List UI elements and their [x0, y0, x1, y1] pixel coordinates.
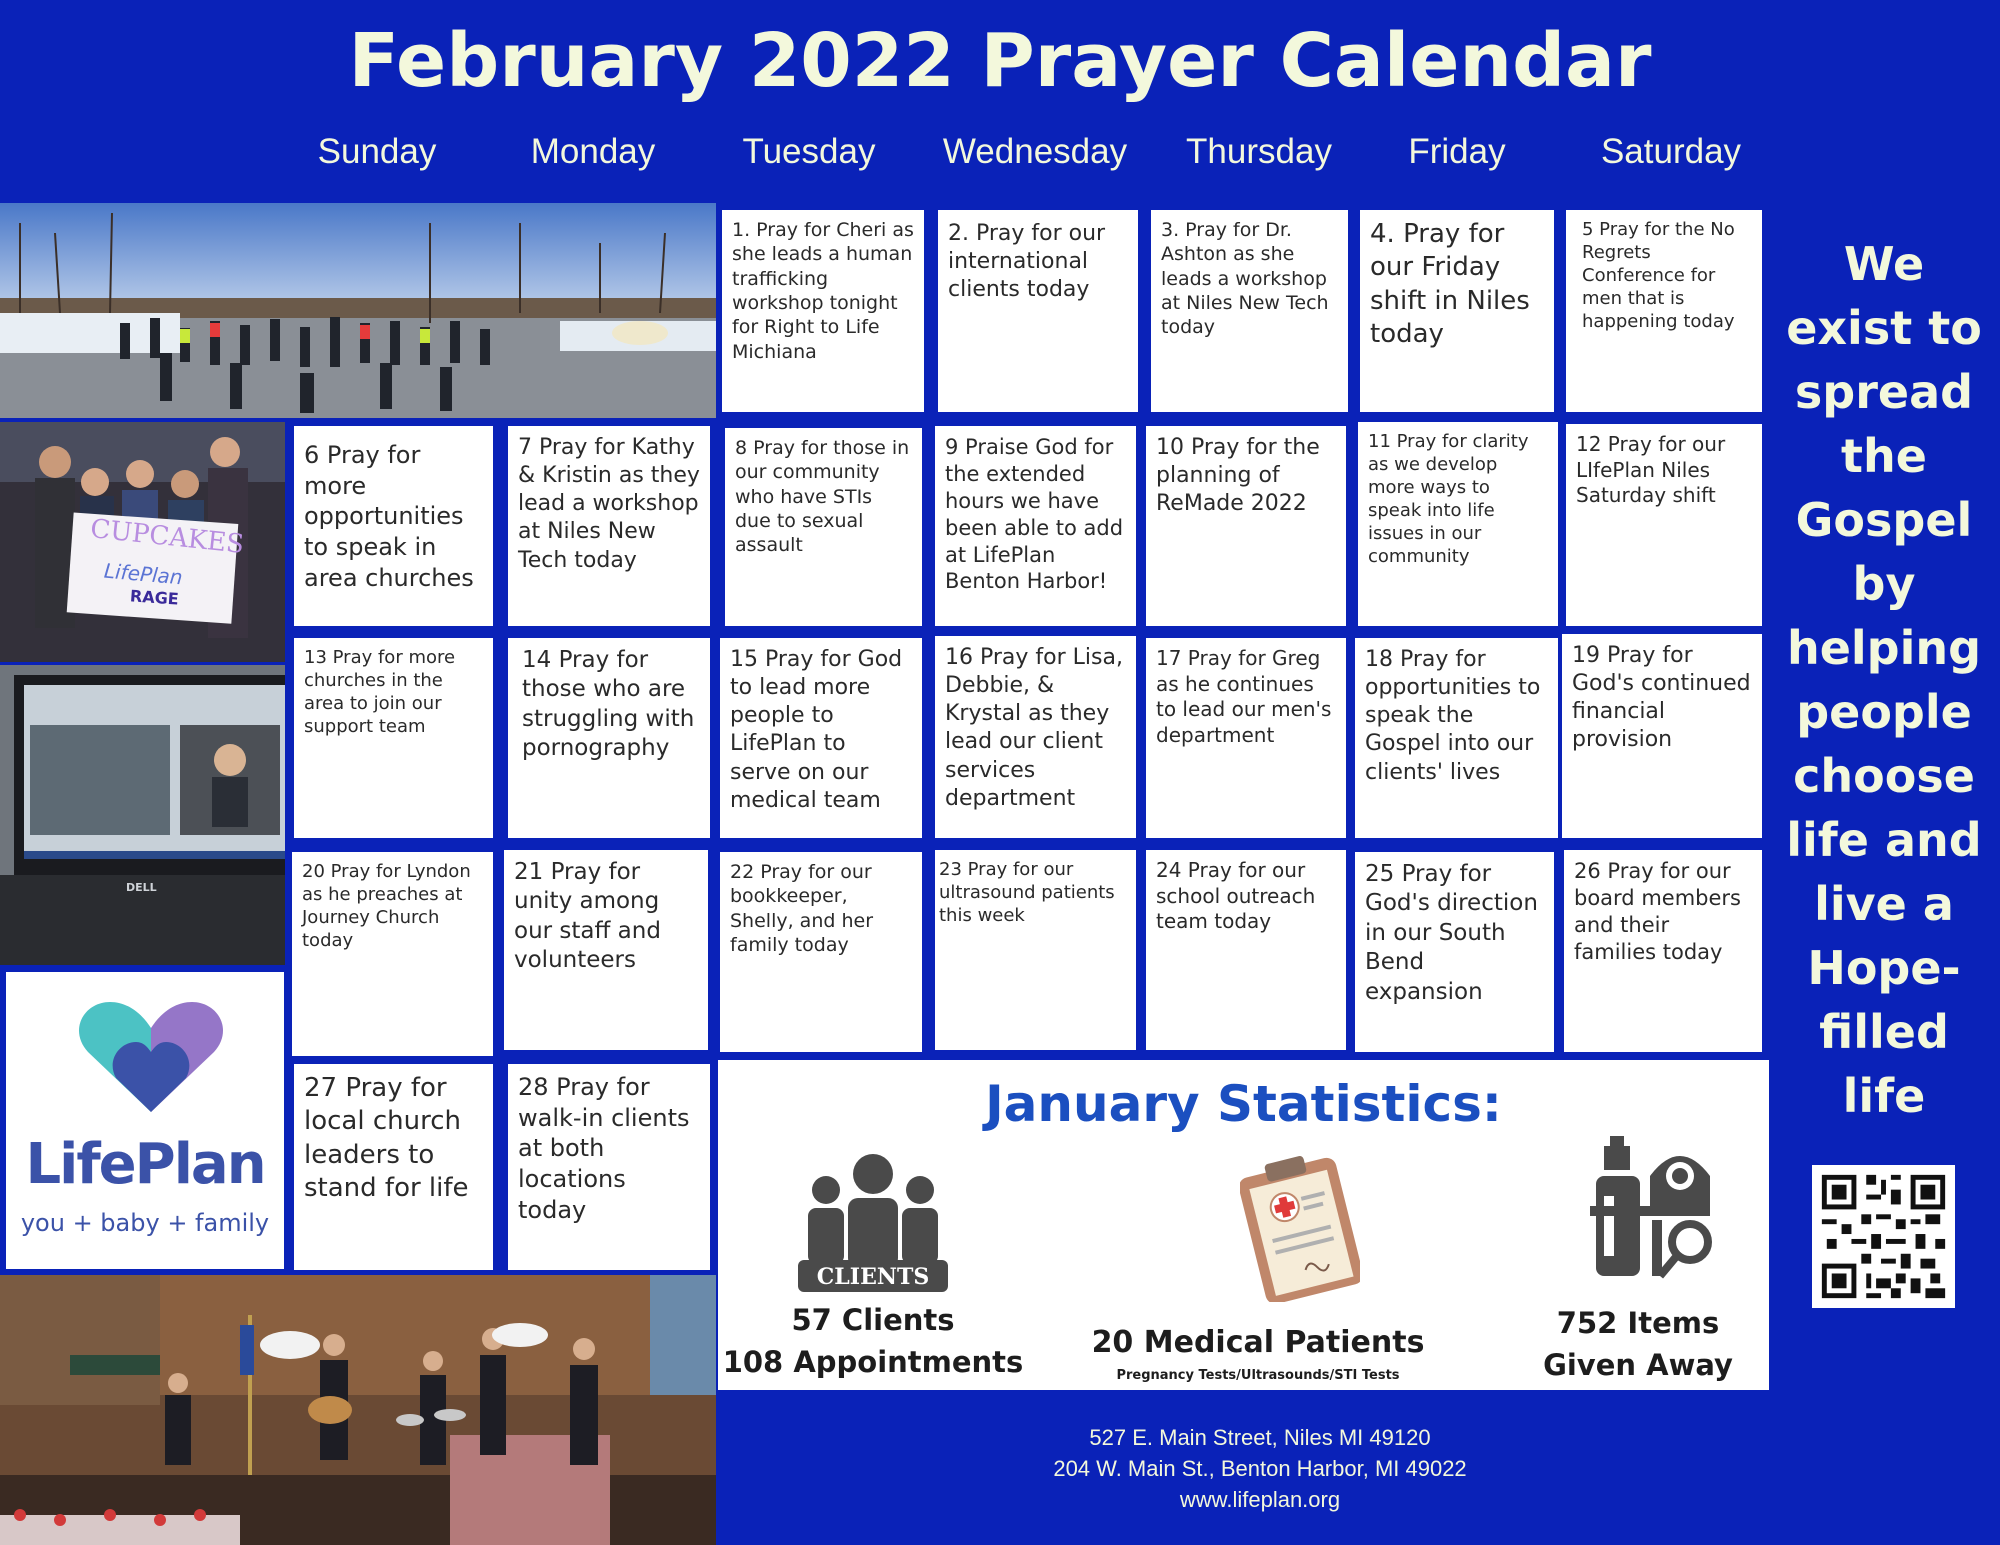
day-cell-5: 5 Pray for the No Regrets Conference for men that is happening today — [1566, 210, 1762, 412]
website-link[interactable]: www.lifeplan.org — [1179, 1487, 1341, 1512]
sign-lifeplan: LifePlan — [103, 558, 184, 590]
day-cell-23: 23 Pray for our ultrasound patients this week — [935, 850, 1136, 1050]
stat-given-away: Given Away — [1543, 1348, 1733, 1382]
sign-rage: RAGE — [129, 586, 180, 609]
mission-line: Hope- — [1807, 941, 1961, 995]
day-cell-3: 3. Pray for Dr. Ashton as she leads a workshop at Niles New Tech today — [1151, 210, 1348, 412]
day-cell-22: 22 Pray for our bookkeeper, Shelly, and her family today — [720, 852, 922, 1052]
stat-medical-patients: 20 Medical Patients — [1091, 1325, 1425, 1360]
day-header-sunday: Sunday — [317, 132, 437, 171]
day-cell-14: 14 Pray for those who are struggling with pornography — [508, 638, 710, 838]
day-cell-6: 6 Pray for more opportunities to speak in area churches — [294, 426, 493, 626]
logo-tagline: you + baby + family — [20, 1209, 270, 1237]
day-cell-18: 18 Pray for opportunities to speak the Gospel into our clients' lives — [1355, 638, 1558, 838]
day-cell-9: 9 Praise God for the extended hours we have been able to add at LifePlan Benton Harbor! — [935, 426, 1136, 626]
stat-clients: 57 Clients — [791, 1303, 955, 1337]
mission-line: life — [1842, 1069, 1926, 1123]
day-cell-17: 17 Pray for Greg as he continues to lead our men's department — [1146, 638, 1346, 838]
day-cell-4: 4. Pray for our Friday shift in Niles today — [1360, 210, 1554, 412]
mission-line: spread — [1794, 365, 1974, 419]
stats-title: January Statistics: — [985, 1075, 1502, 1133]
mission-line: by — [1852, 557, 1916, 611]
address-niles: 527 E. Main Street, Niles MI 49120 — [1089, 1425, 1431, 1450]
day-cell-20: 20 Pray for Lyndon as he preaches at Journey Church today — [292, 852, 493, 1056]
day-cell-25: 25 Pray for God's direction in our South Bend expansion — [1355, 852, 1554, 1052]
january-statistics — [718, 1060, 1769, 1390]
mission-line: choose — [1793, 749, 1975, 803]
clipboard-icon — [1240, 1152, 1360, 1302]
day-cell-28: 28 Pray for walk-in clients at both locations today — [508, 1064, 710, 1270]
clients-badge: CLIENTS — [816, 1264, 930, 1290]
photo-cupcake-family — [0, 422, 285, 662]
mission-line: exist to — [1786, 301, 1982, 355]
day-cell-24: 24 Pray for our school outreach team today — [1146, 850, 1346, 1050]
day-cell-8: 8 Pray for those in our community who have STIs due to sexual assault — [725, 428, 922, 626]
day-header-friday: Friday — [1408, 132, 1506, 171]
mission-line: people — [1796, 685, 1972, 739]
qr-code-icon[interactable] — [1812, 1165, 1955, 1308]
day-cell-27: 27 Pray for local church leaders to stand for life — [294, 1064, 493, 1270]
photo-worship-team — [0, 1275, 716, 1545]
day-cell-15: 15 Pray for God to lead more people to LifePlan to serve on our medical team — [720, 638, 922, 838]
heart-logo-icon — [76, 1000, 226, 1120]
mission-line: live a — [1814, 877, 1954, 931]
day-cell-10: 10 Pray for the planning of ReMade 2022 — [1146, 426, 1346, 626]
stat-appointments: 108 Appointments — [722, 1345, 1024, 1379]
day-header-tuesday: Tuesday — [742, 132, 876, 171]
mission-statement — [1778, 232, 1990, 1128]
day-cell-13: 13 Pray for more churches in the area to join our support team — [294, 638, 493, 838]
address-block — [700, 1422, 1820, 1515]
day-cell-26: 26 Pray for our board members and their families today — [1564, 850, 1762, 1052]
baby-items-icon — [1590, 1136, 1720, 1286]
address-benton-harbor: 204 W. Main St., Benton Harbor, MI 49022 — [1053, 1456, 1467, 1481]
mission-line: We — [1843, 237, 1925, 291]
mission-line: life and — [1786, 813, 1982, 867]
day-cell-21: 21 Pray for unity among our staff and volunteers — [504, 850, 708, 1050]
page-title: February 2022 Prayer Calendar — [348, 18, 1652, 104]
day-cell-19: 19 Pray for God's continued financial provision — [1562, 634, 1762, 838]
day-cell-11: 11 Pray for clarity as we develop more ways to speak into life issues in our community — [1358, 422, 1558, 626]
photo-laptop-meeting — [0, 665, 285, 965]
stat-items: 752 Items — [1556, 1306, 1720, 1340]
mission-line: the — [1841, 429, 1927, 483]
photo-winter-run — [0, 203, 716, 418]
mission-line: helping — [1786, 621, 1982, 675]
logo-wordmark: LifePlan — [25, 1132, 265, 1197]
day-header-wednesday: Wednesday — [942, 132, 1128, 171]
day-cell-2: 2. Pray for our international clients today — [938, 210, 1138, 412]
sign-cupcakes: CUPCAKES — [88, 514, 246, 560]
laptop-brand: DELL — [126, 881, 157, 894]
day-cell-7: 7 Pray for Kathy & Kristin as they lead a workshop at Niles New Tech today — [508, 426, 710, 626]
day-header-monday: Monday — [530, 132, 656, 171]
day-cell-1: 1. Pray for Cheri as she leads a human trafficking workshop tonight for Right to Life Michiana — [722, 210, 924, 412]
day-header-saturday: Saturday — [1600, 132, 1742, 171]
mission-line: Gospel — [1795, 493, 1973, 547]
stat-medical-detail: Pregnancy Tests/Ultrasounds/STI Tests — [1116, 1368, 1400, 1383]
day-cell-16: 16 Pray for Lisa, Debbie, & Krystal as they lead our client services department — [935, 636, 1136, 838]
day-header-thursday: Thursday — [1186, 132, 1332, 171]
lifeplan-logo — [6, 972, 284, 1269]
mission-line: filled — [1819, 1005, 1949, 1059]
day-cell-12: 12 Pray for our LIfePlan Niles Saturday shift — [1566, 424, 1762, 626]
